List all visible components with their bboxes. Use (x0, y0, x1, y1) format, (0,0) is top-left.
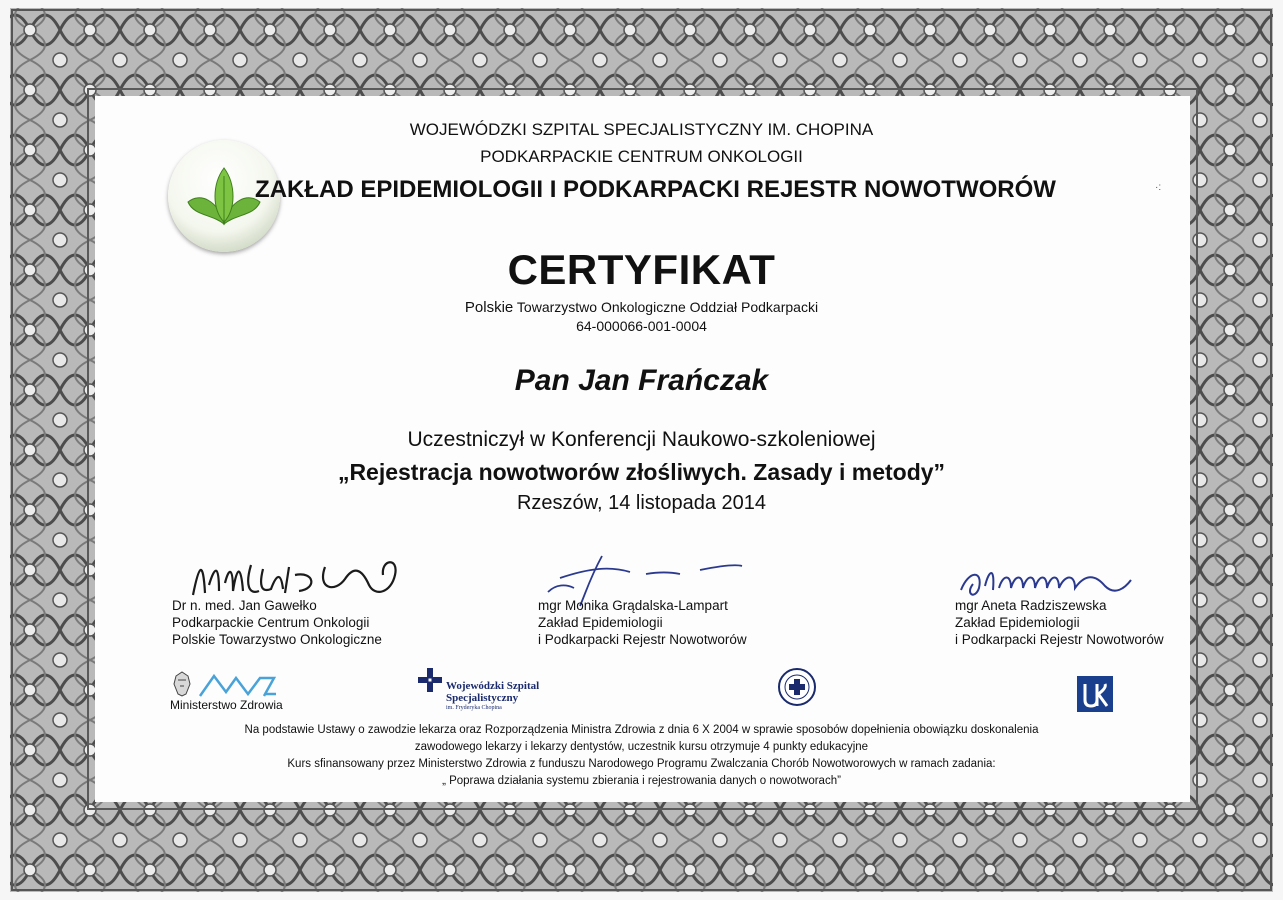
signatory-3-line3: i Podkarpacki Rejestr Nowotworów (955, 632, 1164, 647)
signatory-3-line2: Zakład Epidemiologii (955, 615, 1080, 630)
certificate-number: 64-000066-001-0004 (576, 318, 707, 334)
society-name-rest: Towarzystwo Onkologiczne Oddział Podkarpacki (513, 299, 819, 315)
registry-logo (1077, 676, 1113, 712)
society-name (0, 299, 1283, 316)
footer-line-4: „ Poprawa działania systemu zbierania i rejestrowania danych o nowotworach” (442, 775, 841, 787)
ministry-logo (170, 670, 280, 700)
signatory-2-line3: i Podkarpacki Rejestr Nowotworów (538, 632, 747, 647)
footer-line-3: Kurs sfinansowany przez Ministerstwo Zdrowia z funduszu Narodowego Programu Zwalczania Chorób Nowotworowych w ramach zadania: (287, 758, 996, 770)
signatory-2 (538, 597, 747, 648)
legal-footer (0, 722, 1283, 790)
hospital-logo-text (446, 680, 539, 704)
hospital-logo-line2: Specjalistyczny (446, 692, 519, 704)
signatory-1-name: Dr n. med. Jan Gawełko (172, 598, 317, 613)
certificate-title: CERTYFIKAT (507, 246, 776, 293)
signatory-1 (172, 597, 382, 648)
ministry-label: Ministerstwo Zdrowia (170, 698, 283, 712)
stray-mark: ·: (1155, 182, 1162, 193)
participation-text: Uczestniczył w Konferencji Naukowo-szkoleniowej (407, 428, 876, 451)
oncology-society-badge (777, 667, 817, 707)
society-name-first: Polskie (464, 299, 514, 316)
signatory-1-line3: Polskie Towarzystwo Onkologiczne (172, 632, 382, 647)
signatory-1-line2: Podkarpackie Centrum Onkologii (172, 615, 370, 630)
signatory-3-name: mgr Aneta Radziszewska (955, 598, 1107, 613)
place-date: Rzeszów, 14 listopada 2014 (516, 492, 767, 514)
signatory-3 (955, 597, 1164, 648)
eagle-emblem-icon (174, 672, 190, 696)
signatory-2-name: mgr Monika Grądalska-Lampart (538, 598, 728, 613)
hospital-cross-icon (418, 668, 442, 692)
recipient-name: Pan Jan Frańczak (514, 364, 769, 397)
oncology-centre-name: PODKARPACKIE CENTRUM ONKOLOGII (480, 147, 803, 166)
hospital-logo-line3: im. Fryderyka Chopina (446, 705, 502, 711)
department-name: ZAKŁAD EPIDEMIOLOGII I PODKARPACKI REJESTR NOWOTWORÓW (255, 176, 1056, 203)
conference-title: „Rejestracja nowotworów złośliwych. Zasady i metody” (337, 459, 946, 485)
hospital-name: WOJEWÓDZKI SZPITAL SPECJALISTYCZNY IM. CHOPINA (409, 120, 874, 139)
signatory-2-line2: Zakład Epidemiologii (538, 615, 663, 630)
footer-line-1: Na podstawie Ustawy o zawodzie lekarza oraz Rozporządzenia Ministra Zdrowia z dnia 6 X 2004 w sprawie sposobów dopełnienia obowiązku doskonalenia (244, 724, 1039, 736)
signature-gawelko (185, 545, 415, 605)
footer-line-2: zawodowego lekarzy i lekarzy dentystów, uczestnik kursu otrzymuje 4 punkty edukacyjne (414, 741, 869, 753)
hospital-logo-line1: Wojewódzki Szpital (446, 680, 540, 692)
